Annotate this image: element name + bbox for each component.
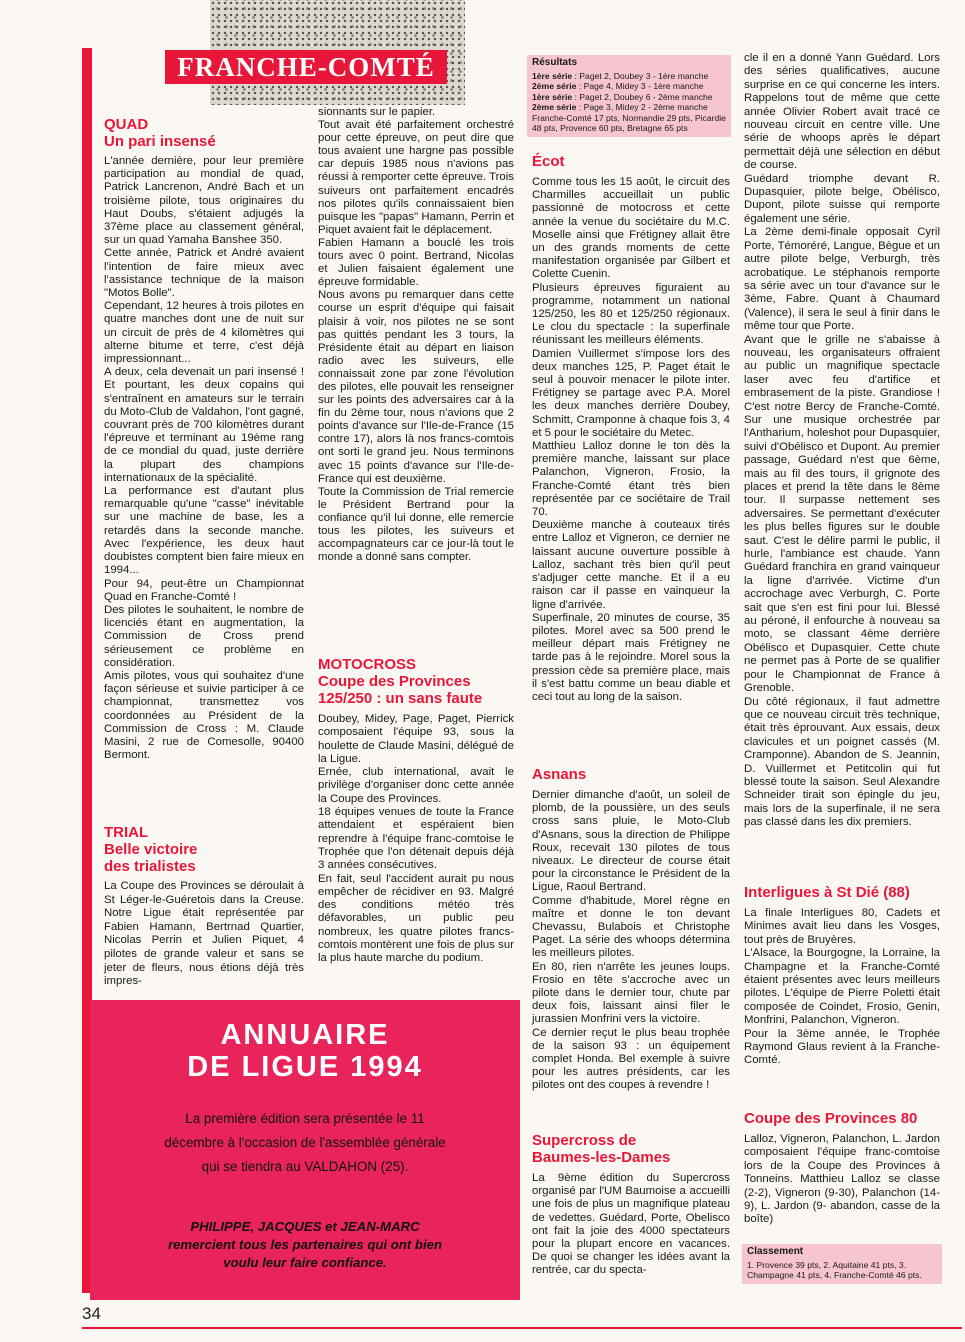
supercross-paragraph: Avant que le grille ne s'abaisse à nouveau, les organisateurs offraient au public un magnifique spectacle laser avec feu d'artifice et embrasement de la piste. Grandiose ! C'est notre Bercy de Franche-Comté. Sur une musique orchestrée par l'Antharium, holeshot pour Dupasquier, suivi d'Obélisco et Dupont. Au premier passage, Guédard n'est que 6ème, mais au fil des tours, il grignote des places et prend la tête dans le 8ème tour. Il surpasse nettement ses adversaires. Se permettant d'exécuter les plus belles figures sur le double saut. C'est le délire parmi le public, il hurle, l'ambiance est chaude. Yann Guédard franchira en grand vainqueur la ligne d'arrivée. Victime d'un accrochage avec Verburgh, C. Porte sait que s'en est fini pour lui. Blessé au péroné, il enfourche à nouveau sa moto, se classant 4ème derrière Obélisco et Dupasquier. Cette chute ne permet pas à Porte de se qualifier pour le Championnat de France à Grenoble. — [744, 333, 940, 695]
quad-paragraph: La performance est d'autant plus remarquable qu'une "casse" inévitable sur une machine de base, les a retardés dans la seconde manche. Avec l'expérience, les deux haut doubistes comptent bien faire mieux en 1994... — [104, 485, 304, 577]
column-2 — [318, 106, 514, 564]
results-text: : Paget 2, Doubey 3 - 1ère manche — [572, 70, 709, 81]
motocross-paragraph: 18 équipes venues de toute la France attendaient et espéraient bien reprendre à l'équipe franc-comtoise le Trophée que l'on détenait depuis déjà 3 années consécutives. — [318, 806, 514, 872]
region-banner: FRANCHE-COMTÉ — [165, 50, 447, 84]
interligues-paragraph: L'Alsace, la Bourgogne, la Lorraine, la Champagne et la Franche-Comté étaient présentes avec leurs meilleurs pilotes. L'équipe de Pierre Poletti était composée de Coindet, Frosio, Genin, Monfrini, Palanchon, Vigneron. — [744, 947, 940, 1027]
asnans-paragraph: Ce dernier reçut le plus beau trophée de la saison 93 : un équipement complet Honda. Bel exemple à suivre pour les autres présidents, car les pilotes ont des coupes à revendre ! — [532, 1026, 730, 1092]
annuaire-thanks-1: PHILIPPE, JACQUES et JEAN-MARC — [190, 1219, 420, 1234]
motocross-paragraph: En fait, seul l'accident aurait pu nous empêcher de récidiver en 93. Malgré des conditions météo très défavorables, un public peu nombreux, les quatre pilotes francs-comtois montèrent une fois de plus sur la plus haute marche du podium. — [318, 872, 514, 965]
motocross-section — [318, 656, 514, 966]
results-line — [532, 92, 726, 103]
results-label: 2ème série — [532, 81, 577, 91]
column-1 — [104, 116, 304, 762]
supercross-section — [532, 1132, 730, 1278]
annuaire-title-2: DE LIGUE 1994 — [187, 1051, 423, 1083]
quad-paragraph: Amis pilotes, vous qui souhaitez d'une façon sérieuse et suivie participer à ce championnat, transmettez vos coordonnées au Président de la Commission de Cross : M. Claude Masini, 2 rue de Comesolle, 90400 Bermont. — [104, 669, 304, 762]
trial-paragraph: La Coupe des Provinces se déroulait à St Léger-le-Guéretois dans la Creuse. Notre Ligue était représentée par Fabien Hamann, Bertrnad Quartier, Nicolas Perrin et Julien Piquet, 4 pilotes de grande valeur et sans se jeter de fleurs, nous étions déjà très impres- — [104, 880, 304, 988]
quad-paragraph: Des pilotes le souhaitent, le nombre de licenciés étant en augmentation, la Commission de Cross prend sérieusement ce problème en considération. — [104, 603, 304, 669]
annuaire-box — [90, 1000, 520, 1300]
results-box — [527, 55, 731, 137]
ecot-paragraph: Plusieurs épreuves figuraient au programme, notamment un national 125/250, les 80 et 125/250 régionaux. Le clou du spectacle : la superfinale réunissant les meilleurs éléments. — [532, 281, 730, 347]
supercross-paragraph: La 2ème demi-finale opposait Cyril Porte, Témoréré, Langue, Bègue et un autre pilote belge, Verburgh, très acrobatique. Le stéphanois remporte sa série avec un tour d'avance sur le 3ème, Fabre. Quant à Chaumard (Valence), il sera le seul à finir dans le même tour que Porte. — [744, 226, 940, 333]
classement-heading: Classement — [747, 1246, 804, 1257]
trial-category: TRIAL — [104, 824, 149, 841]
quad-paragraph: L'année dernière, pour leur première participation au mondial de quad, Patrick Lancrenon, André Bach et un troisième pilote, tous originaires du Haut Doubs, s'étaient adjugés la 37ème place au classement général, sur un quad Yamaha Banshee 350. — [104, 155, 304, 247]
asnans-title: Asnans — [532, 766, 587, 783]
ecot-paragraph: Superfinale, 20 minutes de course, 35 pilotes. Morel avec sa 500 prend le meilleur départ mais Frétigney ne tarde pas à le rejoindre. Morel sous la pression cède sa première place, mais il s'est battu comme un beau diable et ceci tout au long de la saison. — [532, 611, 730, 703]
trial-paragraph: sionnants sur le papier. — [318, 106, 436, 118]
ecot-paragraph: Matthieu Lalloz donne le ton dès la première manche, laissant sur place Palanchon, Vigneron, Frosio, la Franche-Comté étant très bien représentée par ce sociétaire de Trail 70. — [532, 440, 730, 519]
annuaire-text-2: décembre à l'occasion de l'assemblée générale — [164, 1135, 446, 1150]
trial-title-2: des trialistes — [104, 858, 196, 875]
results-heading: Résultats — [532, 57, 578, 68]
annuaire-thanks-3: voulu leur faire confiance. — [223, 1255, 387, 1270]
results-text: : Page 3, Midey 2 - 2ème manche — [576, 102, 708, 112]
asnans-paragraph: Dernier dimanche d'août, un soleil de plomb, de la poussière, un des seuls cross sans pluie, le Moto-Club d'Asnans, sous la direction de Philippe Roux, recevait 130 pilotes de tous niveaux. Le directeur de course était pour la circonstance le Président de la Ligue, Raoul Bertrand. — [532, 789, 730, 894]
trial-paragraph: Nous avons pu remarquer dans cette course un esprit d'équipe qui faisait plaisir à voir, nos pilotes ne se sont pas quittés pendant les 3 tours, la Présidente était au départ en liaison radio avec les suiveurs, elle connaissait zone par zone l'évolution des pilotes, elle pouvait les renseigner sur les points des adversaires car à la fin du 2ème tour, nous n'avions que 2 points d'avance sur l'Ile-de-France (15 contre 17), alors là nos francs-comtois ont sorti le grand jeu. Nous terminons avec 15 points d'avance sur l'Ile-de-France qui est deuxième. — [318, 289, 514, 485]
supercross-paragraph: cle il en a donné Yann Guédard. Lors des séries qualificatives, aucune surprise en ce qui concerne les inters. Rappelons tout de même que cette année Olivier Robert avait tracé ce nouveau circuit en centre ville. Une série de whoops après le départ permettait déjà une sélection en début de course. — [744, 52, 940, 172]
trial-title-1: Belle victoire — [104, 841, 198, 858]
supercross-title-1: Supercross de — [532, 1132, 637, 1149]
bottom-rule — [82, 1327, 962, 1329]
quad-title: Un pari insensé — [104, 133, 216, 150]
results-label: 1ère série — [532, 91, 573, 102]
ecot-section — [532, 153, 730, 704]
asnans-section — [532, 766, 730, 1093]
annuaire-thanks-2: remercient tous les partenaires qui ont bien — [167, 1237, 443, 1252]
annuaire-title-1: ANNUAIRE — [220, 1019, 390, 1051]
supercross-paragraph: La 9ème édition du Supercross organisé par l'UM Baumoise a accueilli une fois de plus un magnifique plateau de vedettes. Guédard, Porte, Obelisco ont fait la joie des 4000 spectateurs pour la plupart encore en vacances. De quoi se changer les idées avant la rentrée, car du specta- — [532, 1172, 730, 1277]
motocross-title-2: 125/250 : un sans faute — [318, 690, 483, 707]
motocross-paragraph: Doubey, Midey, Page, Paget, Pierrick composaient l'équipe 93, sous la houlette de Claude Masini, délégué de la Ligue. — [318, 713, 514, 765]
interligues-paragraph: La finale Interligues 80, Cadets et Minimes avait lieu dans les Vosges, tout près de Bruyères. — [744, 907, 940, 946]
ecot-paragraph: Deuxième manche à couteaux tirés entre Lalloz et Vigneron, ce dernier ne laissant aucune ouverture possible à Lalloz, sachant très bien qu'il peut s'adjuger cette manche. Et il a eu raison car il passe en vainqueur la ligne d'arrivée. — [532, 519, 730, 611]
results-line — [532, 102, 726, 113]
ecot-paragraph: Damien Vuillermet s'impose lors des deux manches 125, P. Paget était le seul à pouvoir menacer le pilote inter. Frétigney se partage avec P.A. Morel les deux manches derrière Doubey, Schmitt, Cramponne à chaque fois 3, 4 et 5 pour le sociétaire du Metec. — [532, 347, 730, 439]
coupe80-title: Coupe des Provinces 80 — [744, 1110, 918, 1127]
quad-paragraph: Pour 94, peut-être un Championnat Quad en Franche-Comté ! — [104, 577, 304, 603]
results-label: 1ère série — [532, 70, 573, 81]
annuaire-text-3: qui se tiendra au VALDAHON (25). — [201, 1159, 409, 1174]
motocross-category: MOTOCROSS — [318, 656, 417, 673]
interligues-title: Interligues à St Dié (88) — [744, 884, 910, 901]
results-text: : Paget 2, Doubey 6 - 2ème manche — [572, 91, 713, 102]
trial-paragraph: Fabien Hamann a bouclé les trois tours avec 0 point. Bertrand, Nicolas et Julien faisaient également une épreuve formidable. — [318, 236, 514, 289]
quad-body — [104, 155, 304, 762]
results-line — [532, 71, 726, 82]
results-text: : Page 4, Midey 3 - 1ère manche — [576, 81, 704, 91]
coupe80-paragraph: Lalloz, Vigneron, Palanchon, L. Jardon composaient l'équipe franc-comtoise lors de la Coupe des Provinces à Tonneins. Matthieu Lalloz se classe (2-2), Vigneron (9-30), Palanchon (14-9), L. Jardon (9- abandon, casse de la boîte) — [744, 1133, 940, 1226]
classement-box — [742, 1244, 942, 1284]
quad-paragraph: Cette année, Patrick et André avaient l'intention de faire mieux avec l'assistance technique de la maison "Motos Bolle". — [104, 247, 304, 300]
trial-paragraph: Toute la Commission de Trial remercie le Président Bertrand pour la confiance qu'il lui donne, elle remercie tous les pilotes, les suiveurs et accompagnateurs car ce jour-là tout le monde a donné sans compter. — [318, 485, 514, 564]
results-label: 2ème série — [532, 102, 577, 112]
interligues-paragraph: Pour la 3ème année, le Trophée Raymond Glaus revient à la Franche-Comté. — [744, 1027, 940, 1067]
supercross-paragraph: Du côté régionaux, il faut admettre que ce nouveau circuit très technique, était très éprouvant. Aux essais, deux clavicules et un poignet cassés (M. Cramponne). Abandon de S. Jeannin, D. Vuillermet et Petitcolin qui fut blessé toute la saison. Seul Alexandre Schneider tirait son épingle du jeu, mais lors de la superfinale, il ne sera pas classé dans les dix premiers. — [744, 695, 940, 829]
asnans-paragraph: Comme d'habitude, Morel règne en maître et donne le ton devant Chevassu, Bulabois et Christophe Paget. La série des whoops détermina les meilleurs pilotes. — [532, 894, 730, 960]
supercross-paragraph: Guédard triomphe devant R. Dupasquier, pilote belge, Obélisco, Dupont, pilote suisse qui remporte également une série. — [744, 172, 940, 225]
ecot-paragraph: Comme tous les 15 août, le circuit des Charmilles accueillait un public passionné de motocross et cette année la venue du sociétaire du M.C. Moselle ainsi que Frétigney allait être un des grands moments de cette manifestation organisée par Gilbert et Colette Cuenin. — [532, 176, 730, 281]
classement-text: 1. Provence 39 pts, 2. Aquitaine 41 pts, 3. Champagne 41 pts, 4. Franche-Comté 46 pts. — [747, 1259, 922, 1280]
results-line — [532, 81, 726, 92]
asnans-paragraph: En 80, rien n'arrête les jeunes loups. Frosio en tête s'accroche avec un pilote dans le dernier tour, chute par deux fois, laissant ainsi filer le jurassien Monfrini vers la victoire. — [532, 960, 730, 1026]
page-number: 34 — [82, 1304, 101, 1323]
motocross-paragraph: Ernée, club international, avait le privilège d'organiser donc cette année la Coupe des Provinces. — [318, 766, 514, 805]
column-4 — [744, 52, 940, 830]
results-final: Franche-Comté 17 pts, Normandie 29 pts, Picardie 48 pts, Provence 60 pts, Bretagne 65 pts — [532, 112, 726, 133]
quad-paragraph: A deux, cela devenait un pari insensé ! Et pourtant, les deux copains qui s'entraînent en amateurs sur le terrain du Moto-Club de Valdahon, l'ont gagné, couvrant près de 700 kilomètres durant l'épreuve et terminant au 19ème rang de ce mondial du quad, juste derrière la plupart des champions internationaux de la spécialité. — [104, 366, 304, 484]
quad-paragraph: Cependant, 12 heures à trois pilotes en quatre manches dont une de nuit sur un circuit de près de 4 kilomètres qui alterne bitume et terre, c'est déjà impressionnant... — [104, 300, 304, 366]
trial-section — [104, 824, 304, 989]
ecot-title: Écot — [532, 153, 565, 170]
trial-paragraph: Tout avait été parfaitement orchestré pour cette épreuve, on peut dire que tous avaient une hargne pas possible car depuis 1985 nous n'avions pas réussi à remporter cette épreuve. Trois suiveurs ont parfaitement encadrés nos pilotes qu'ils connaissaient bien puisque les "papas" Hamann, Perrin et Piquet avaient fait le déplacement. — [318, 119, 514, 236]
annuaire-text-1: La première édition sera présentée le 11 — [185, 1111, 425, 1126]
supercross-title-2: Baumes-les-Dames — [532, 1149, 671, 1166]
quad-category: QUAD — [104, 116, 149, 133]
coupe80-section — [744, 1110, 940, 1227]
interligues-section — [744, 884, 940, 1068]
motocross-title-1: Coupe des Provinces — [318, 673, 471, 690]
